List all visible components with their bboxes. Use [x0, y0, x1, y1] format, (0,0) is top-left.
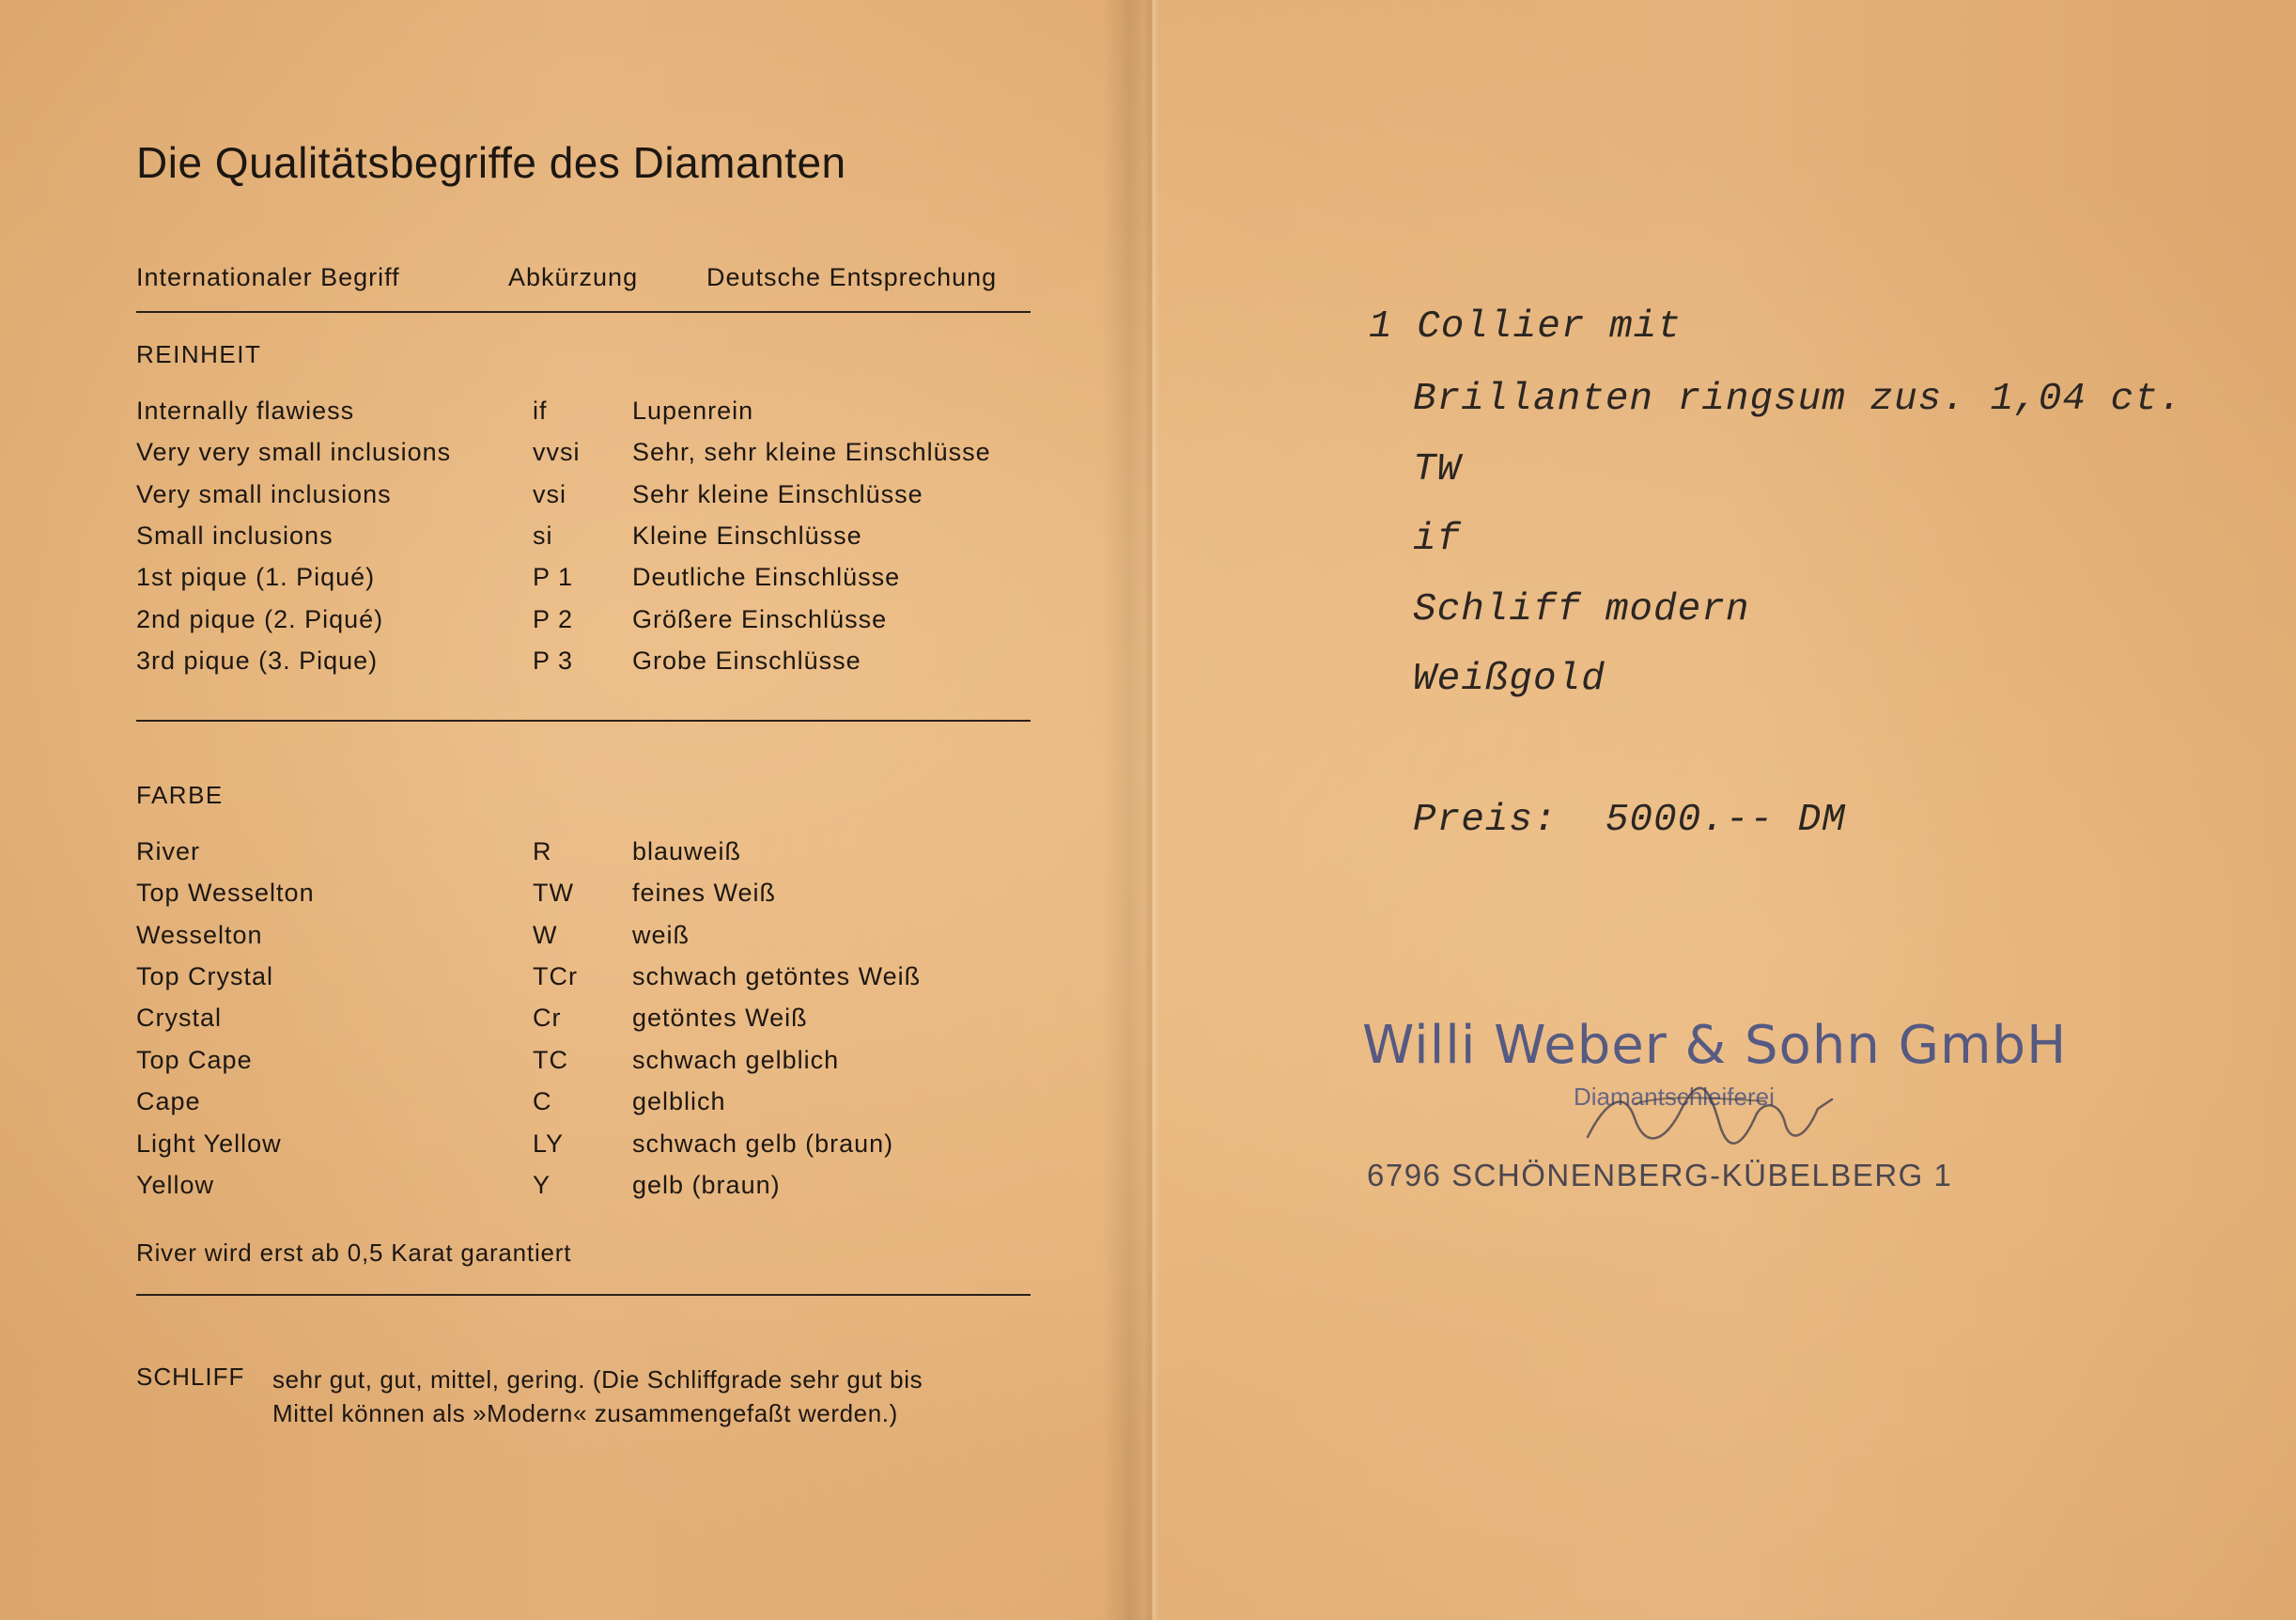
german-cell: schwach getöntes Weiß: [632, 962, 922, 990]
term-cell: Light Yellow: [136, 1129, 282, 1158]
schliff-line: Mittel können als »Modern« zusammengefaßt werden.): [272, 1399, 898, 1427]
typed-item-line: Weißgold: [1413, 658, 1606, 701]
abbr-cell: if: [533, 397, 548, 425]
abbr-cell: vvsi: [533, 438, 581, 466]
abbr-cell: P 3: [533, 646, 574, 675]
abbr-cell: TC: [533, 1046, 568, 1074]
german-cell: blauweiß: [632, 837, 742, 865]
table-row: [136, 522, 1038, 563]
table-row: [136, 1004, 1038, 1045]
column-header-german: Deutsche Entsprechung: [706, 263, 998, 291]
table-row: [136, 646, 1038, 688]
term-cell: Cape: [136, 1087, 201, 1115]
term-cell: Wesselton: [136, 921, 263, 949]
typed-item-line: 1 Collier mit: [1369, 305, 1682, 349]
schliff-description: [272, 1363, 1033, 1430]
table-row: [136, 879, 1038, 920]
column-header-international: Internationaler Begriff: [136, 263, 400, 291]
abbr-cell: R: [533, 837, 552, 865]
table-row: [136, 438, 1038, 479]
table-row: [136, 921, 1038, 962]
term-cell: Yellow: [136, 1171, 215, 1199]
german-cell: Deutliche Einschlüsse: [632, 563, 901, 591]
table-row: [136, 1046, 1038, 1087]
header-rule: [136, 311, 1031, 313]
typed-price: Preis: 5000.-- DM: [1413, 799, 1846, 842]
abbr-cell: TCr: [533, 962, 578, 990]
german-cell: Kleine Einschlüsse: [632, 522, 862, 550]
typed-item-line: if: [1413, 518, 1462, 561]
abbr-cell: si: [533, 522, 553, 550]
section-label-schliff: SCHLIFF: [136, 1363, 245, 1391]
table-row: [136, 480, 1038, 522]
abbr-cell: P 1: [533, 563, 574, 591]
handwritten-signature: [1578, 1081, 1860, 1156]
table-row: [136, 605, 1038, 646]
term-cell: 3rd pique (3. Pique): [136, 646, 379, 675]
table-row: [136, 1171, 1038, 1212]
term-cell: Very small inclusions: [136, 480, 392, 508]
abbr-cell: vsi: [533, 480, 566, 508]
stamp-company-name: Willi Weber & Sohn GmbH: [1362, 1015, 2068, 1076]
table-row: [136, 1087, 1038, 1129]
abbr-cell: C: [533, 1087, 552, 1115]
section-rule: [136, 720, 1031, 722]
term-cell: 1st pique (1. Piqué): [136, 563, 376, 591]
page-title: Die Qualitätsbegriffe des Diamanten: [136, 138, 846, 187]
german-cell: getöntes Weiß: [632, 1004, 808, 1032]
abbr-cell: LY: [533, 1129, 565, 1158]
table-row: [136, 397, 1038, 438]
abbr-cell: W: [533, 921, 558, 949]
term-cell: 2nd pique (2. Piqué): [136, 605, 384, 633]
abbr-cell: P 2: [533, 605, 574, 633]
river-guarantee-note: River wird erst ab 0,5 Karat garantiert: [136, 1238, 572, 1267]
section-rule: [136, 1294, 1031, 1296]
abbr-cell: Y: [533, 1171, 551, 1199]
column-header-abbreviation: Abkürzung: [508, 263, 639, 291]
typed-item-line: TW: [1413, 448, 1462, 491]
stamp-address: 6796 SCHÖNENBERG-KÜBELBERG 1: [1367, 1158, 1953, 1192]
german-cell: Größere Einschlüsse: [632, 605, 888, 633]
german-cell: Grobe Einschlüsse: [632, 646, 861, 675]
section-label-farbe: FARBE: [136, 781, 224, 809]
section-label-reinheit: REINHEIT: [136, 340, 262, 368]
term-cell: Very very small inclusions: [136, 438, 452, 466]
table-row: [136, 563, 1038, 604]
schliff-line: sehr gut, gut, mittel, gering. (Die Schliffgrade sehr gut bis: [272, 1365, 923, 1394]
table-row: [136, 837, 1038, 879]
term-cell: Small inclusions: [136, 522, 334, 550]
typed-item-line: Schliff modern: [1413, 588, 1750, 631]
german-cell: Sehr, sehr kleine Einschlüsse: [632, 438, 991, 466]
term-cell: Top Wesselton: [136, 879, 315, 907]
table-row: [136, 1129, 1038, 1171]
abbr-cell: TW: [533, 879, 574, 907]
table-row: [136, 962, 1038, 1004]
german-cell: schwach gelb (braun): [632, 1129, 894, 1158]
german-cell: gelb (braun): [632, 1171, 781, 1199]
stamp-subtitle: Diamantschleiferei: [1574, 1083, 1775, 1111]
term-cell: Top Crystal: [136, 962, 274, 990]
typed-item-line: Brillanten ringsum zus. 1,04 ct.: [1413, 378, 2183, 421]
german-cell: Lupenrein: [632, 397, 754, 425]
german-cell: feines Weiß: [632, 879, 777, 907]
german-cell: Sehr kleine Einschlüsse: [632, 480, 923, 508]
term-cell: Crystal: [136, 1004, 223, 1032]
term-cell: Top Cape: [136, 1046, 253, 1074]
german-cell: schwach gelblich: [632, 1046, 840, 1074]
german-cell: gelblich: [632, 1087, 726, 1115]
abbr-cell: Cr: [533, 1004, 562, 1032]
german-cell: weiß: [632, 921, 690, 949]
term-cell: River: [136, 837, 201, 865]
term-cell: Internally flawiess: [136, 397, 355, 425]
